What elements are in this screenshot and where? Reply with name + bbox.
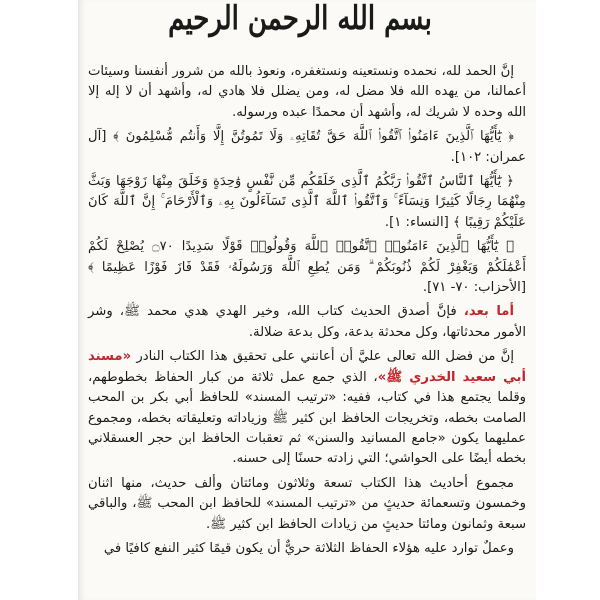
paragraph-text: ، الذي جمع عمل ثلاثة من كبار الحفاظ بخطوطهم، وقلما يجتمع هذا في كتاب، ففيه: «ترتيب المسند» للحافظ أبي بكر بن المحب الصامت بخطه، وتخريجات الحافظ ابن كثير ﷺ وزياداته وتعليقاته بخطه، ومجموع عمليهما يكون «جامع المسانيد والسنن» ثم تعقبات الحافظ ابن حجر العسقلاني بخطه أيضًا على الحواشي؛ التي زادته حسنًا إلى حسنه. — [88, 369, 526, 467]
highlighted-text: «مسند أبي سعيد الخدري ﷺ» — [88, 349, 526, 385]
paragraph-text: مجموع أحاديث هذا الكتاب تسعة وثلاثون ومائتان وألف حديث، منها اثنان وخمسون وتسعمائة حديثٍ من «ترتيب المسند» للحافظ ابن المحب ﷺ، والباقي سبعة وثمانون ومائتا حديثٍ من زيادات الحافظ ابن كثير ﷺ. — [88, 475, 526, 532]
paragraph-text: إنَّ من فضل الله تعالى عليَّ أن أعانني على تحقيق هذا الكتاب النادر — [131, 349, 514, 365]
paragraph — [88, 237, 526, 298]
paragraph — [88, 474, 526, 535]
quran-verse: ﴿ يَٰٓأَيُّهَا ٱلَّذِينَ ءَامَنُوا۟ ٱتَّقُوا۟ ٱللَّهَ حَقَّ تُقَاتِهِۦ وَلَا تَمُوتُنَّ إِلَّا وَأَنتُم مُّسْلِمُونَ ﴾ — [113, 129, 514, 145]
paragraph-text: وعملٌ توارد عليه هؤلاء الحفاظ الثلاثة حريٌّ أن يكون قيمًا كثير النفع كافيًا في — [103, 540, 514, 556]
basmala-heading: بسم الله الرحمن الرحيم — [168, 0, 432, 38]
highlighted-text: أما بعد، — [463, 304, 514, 320]
quran-verse: ﴿ يَٰٓأَيُّهَا ٱلَّذِينَ ءَامَنُوا۟ ٱتَّقُوا۟ ٱللَّهَ وَقُولُوا۟ قَوْلًا سَدِيدًا ۝٧٠ يُصْلِحْ لَكُمْ أَعْمَٰلَكُمْ وَيَغْفِرْ لَكُمْ ذُنُوبَكُمْ ۗ وَمَن يُطِعِ ٱللَّهَ وَرَسُولَهُۥ فَقَدْ فَازَ فَوْزًا عَظِيمًا ﴾ — [88, 239, 526, 275]
paragraph — [88, 347, 526, 469]
paragraph — [88, 172, 526, 233]
paragraph-text: [النساء: ١]. — [384, 214, 453, 230]
body-text — [88, 62, 526, 559]
quran-verse: ﴿ يَٰٓأَيُّهَا ٱلنَّاسُ ٱتَّقُوا۟ رَبَّكُمُ ٱلَّذِى خَلَقَكُم مِّن نَّفْسٍ وَٰحِدَةٍ وَخَلَقَ مِنْهَا زَوْجَهَا وَبَثَّ مِنْهُمَا رِجَالًا كَثِيرًا وَنِسَآءً ۚ وَٱتَّقُوا۟ ٱللَّهَ ٱلَّذِى تَسَآءَلُونَ بِهِۦ وَٱلْأَرْحَامَ ۚ إِنَّ ٱللَّهَ كَانَ عَلَيْكُمْ رَقِيبًا ﴾ — [88, 174, 526, 230]
paragraph — [88, 127, 526, 168]
paragraph — [88, 302, 526, 343]
paragraph-text: [الأحزاب: ٧٠- ٧١]. — [422, 280, 526, 296]
paragraph-text: [آل عمران: ١٠٢]. — [88, 129, 526, 165]
paragraph-text: إنَّ الحمد لله، نحمده ونستعينه ونستغفره، ونعوذ بالله من شرور أنفسنا وسيئات أعمالنا، من يهده الله فلا مضل له، ومن يضلل فلا هادي له، وأشهد أن لا إله إلا الله وحده لا شريك له، وأشهد أن محمدًا عبده ورسوله. — [88, 64, 526, 120]
paragraph — [88, 539, 526, 559]
paragraph — [88, 62, 526, 123]
paragraph-text: فإنَّ أصدق الحديث كتاب الله، وخير الهدي هدي محمد ﷺ، وشر الأمور محدثاتها، وكل محدثة بدعة، وكل بدعة ضلالة. — [88, 304, 526, 340]
